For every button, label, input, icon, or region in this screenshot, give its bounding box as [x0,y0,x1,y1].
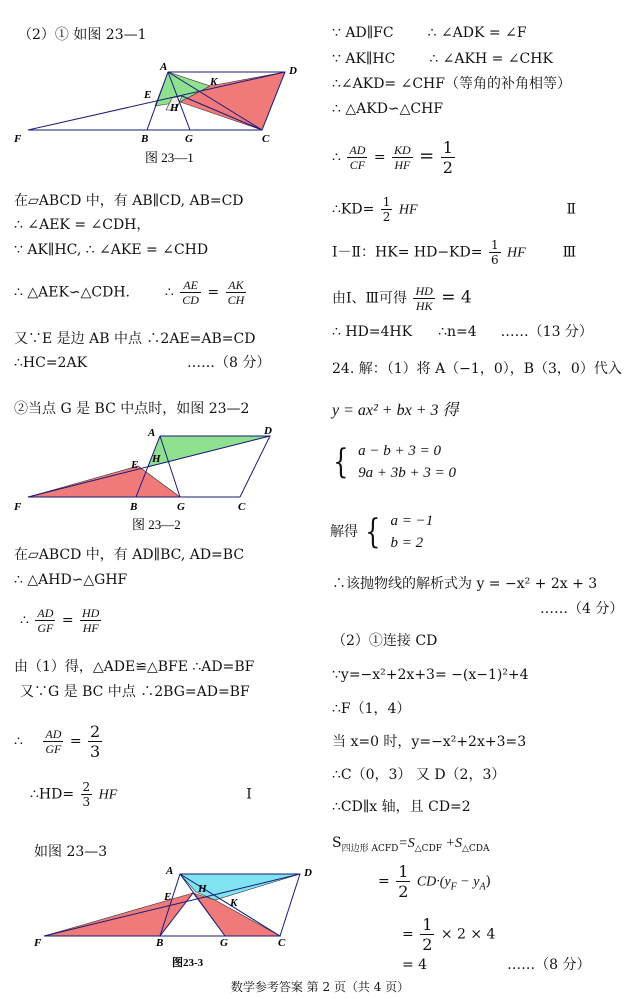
line-area-calc: = $\frac{1}{2}$ × 2 × 4 [402,915,496,954]
line-hd-hk-4: 由Ⅰ、Ⅲ可得 $\frac{HD}{HK}$ = 4 [332,284,472,313]
fig3-heading: 如图 23—3 [34,844,108,860]
line-parabola-expression: ∴该抛物线的解析式为 y = −x² + 2x + 3 [332,576,598,592]
fig1-label-K: K [210,76,218,88]
fraction-ad-gf-2: $\frac{AD}{GF}$ [45,727,62,756]
line-area-sum: $S_{四边形 ACFD}=S_{\triangle CDF} +S_{\triangle CDA}$ [332,835,490,854]
line-point-f: ∴F（1，4） [332,701,411,717]
marker-III: Ⅲ [562,244,577,261]
line-g-midpoint: 又∵G 是 BC 中点 ∴2BG=AD=BF [20,684,250,700]
fig1-label-B: B [141,133,149,145]
fraction-1-2-d: $\frac{1}{2}$ [422,915,433,954]
fraction-hd-hf: $\frac{HD}{HF}$ [82,606,100,635]
line-angle-akd-chf: ∴∠AKD= ∠CHF（等角的补角相等） [332,76,571,92]
fraction-1-2: $\frac{1}{2}$ [442,138,453,177]
line-vertex-form: ∵y=−x²+2x+3= −(x−1)²+4 [332,667,529,683]
fig2-label-C: C [238,501,246,513]
fig3-label-F: F [34,937,42,949]
marker-I: Ⅰ [246,786,252,803]
line-x-zero: 当 x=0 时，y=−x²+2x+3=3 [332,734,527,750]
fig1-label-F: F [14,133,22,145]
figure-23-1 [0,58,320,168]
fraction-1-2-b: $\frac{1}{2}$ [382,195,391,224]
q24-heading: 24. 解：（1）将 A（−1，0），B（3，0）代入 [332,361,622,377]
score-13: ……（13 分） [500,324,593,340]
fig2-label-D: D [264,425,272,437]
fig2-label-H: H [152,453,161,465]
fig2-label-E: E [131,459,139,471]
part2-heading: （2）① 如图 23—1 [18,27,147,43]
line-similar-akd-chf: ∴ △AKD∽△CHF [332,101,444,117]
figure-23-3 [0,860,320,975]
line-angle-aek: ∴ ∠AEK = ∠CDH， [14,217,151,233]
therefore-symbol: ∴ [164,284,174,301]
line-point-c-d: ∴C（0，3） 又 D（2，3） [332,767,506,783]
line-similar-ahd-ghf: ∴ △AHD∽△GHF [14,572,128,588]
part2b-heading: ②当点 G 是 BC 中点时，如图 23—2 [14,401,250,417]
fraction-hd-hk: $\frac{HD}{HK}$ [415,284,433,313]
similar-text: ∴ △AEK∽△CDH. [14,284,131,301]
line-kd-half-hf: ∴KD= $\frac{1}{2}$ HF Ⅱ [332,195,576,224]
line-ak-parallel-hc-r: ∵ AK∥HC ∴ ∠AKH = ∠CHK [332,51,553,67]
fig1-label-G: G [185,133,193,145]
fraction-kd-hf: $\frac{KD}{HF}$ [394,143,411,172]
line-hc-2ak: ∴HC=2AK ……（8 分） [14,355,271,371]
fig1-label-A: A [160,61,168,73]
fig3-caption: 图23-3 [172,957,204,969]
line-parallelogram-ad-bc: 在▱ABCD 中，有 AD∥BC, AD=BC [14,547,245,563]
fig1-label-D: D [289,65,297,77]
fig1-label-H: H [170,102,179,114]
equals-sign: = [207,284,220,301]
part2-heading-r: （2）①连接 CD [332,633,438,649]
line-ad-parallel-fc: ∵ AD∥FC ∴ ∠ADK = ∠F [332,25,527,41]
line-similar-aek-cdh [14,278,248,307]
line-n-equals-4: ∴ HD=4HK ∴n=4 ……（13 分） [332,324,593,340]
line-parallelogram-abcd: 在▱ABCD 中，有 AB∥CD, AB=CD [14,193,244,209]
line-ak-parallel-hc: ∵ AK∥HC, ∴ ∠AKE = ∠CHD [14,242,209,258]
fraction-ad-gf: $\frac{AD}{GF}$ [37,606,54,635]
fraction-2-3: $\frac{2}{3}$ [90,722,101,761]
line-cd-parallel-x: ∴CD∥x 轴，且 CD=2 [332,799,471,815]
fig3-label-B: B [156,937,164,949]
fig1-label-E: E [144,89,152,101]
fig2-caption: 图 23—2 [132,517,181,532]
fig3-label-C: C [278,937,286,949]
fig2-label-B: B [130,501,138,513]
line-hd-two-thirds: ∴HD= $\frac{2}{3}$ HF Ⅰ [30,780,252,809]
fraction-1-2-c: $\frac{1}{2}$ [398,862,409,901]
score-8: ……（8 分） [187,355,271,371]
fig3-label-D: D [304,867,312,879]
solution-system: 解得 { a = −1 b = 2 [330,512,434,552]
line-substitute-formula: y = ax² + bx + 3 得 [332,402,459,419]
line-ratio-ad-gf: ∴ $\frac{AD}{GF}$ = $\frac{HD}{HF}$ [20,606,100,635]
fraction-ak-ch: $\frac{AK}{CH}$ [227,278,245,307]
line-congruent-ade-bfe: 由（1）得，△ADE≌△BFE ∴AD=BF [14,659,255,675]
fig3-label-A: A [166,865,174,877]
fig2-label-F: F [14,501,22,513]
fraction-ae-cd: $\frac{AE}{CD}$ [182,278,199,307]
equation-system: { a − b + 3 = 0 9a + 3b + 3 = 0 [333,442,456,482]
fig3-label-G: G [220,937,228,949]
line-hk: Ⅰ－Ⅱ：HK= HD−KD= $\frac{1}{6}$ HF Ⅲ [332,238,577,267]
fraction-1-6: $\frac{1}{6}$ [490,238,499,267]
fig3-label-H: H [198,883,207,895]
fig2-label-G: G [177,501,185,513]
figure-23-2 [0,422,320,532]
line-e-midpoint: 又∵E 是边 AB 中点 ∴2AE=AB=CD [14,331,256,347]
fig1-label-C: C [262,133,270,145]
fig2-label-A: A [148,427,156,439]
line-area-formula: = $\frac{1}{2}$ $CD\cdot(y_F - y_A)$ [378,862,492,901]
marker-II: Ⅱ [566,201,576,218]
line-ratio-half: ∴ $\frac{AD}{CF}$ = $\frac{KD}{HF}$ = $\frac{1}{2}$ [332,138,453,177]
fig1-caption: 图 23—1 [145,150,194,165]
score-4: ……（4 分） [540,601,624,617]
line-area-result: = 4 ……（8 分） [402,957,591,973]
fig3-label-K: K [230,897,238,909]
line-ratio-2-3: ∴ $\frac{AD}{GF}$ = $\frac{2}{3}$ [14,722,101,761]
score-8-r: ……（8 分） [507,957,591,973]
fraction-ad-cf: $\frac{AD}{CF}$ [349,143,366,172]
fig3-label-E: E [164,891,172,903]
fraction-2-3-b: $\frac{2}{3}$ [82,780,91,809]
page-footer: 数学参考答案 第 2 页（共 4 页） [230,980,410,994]
